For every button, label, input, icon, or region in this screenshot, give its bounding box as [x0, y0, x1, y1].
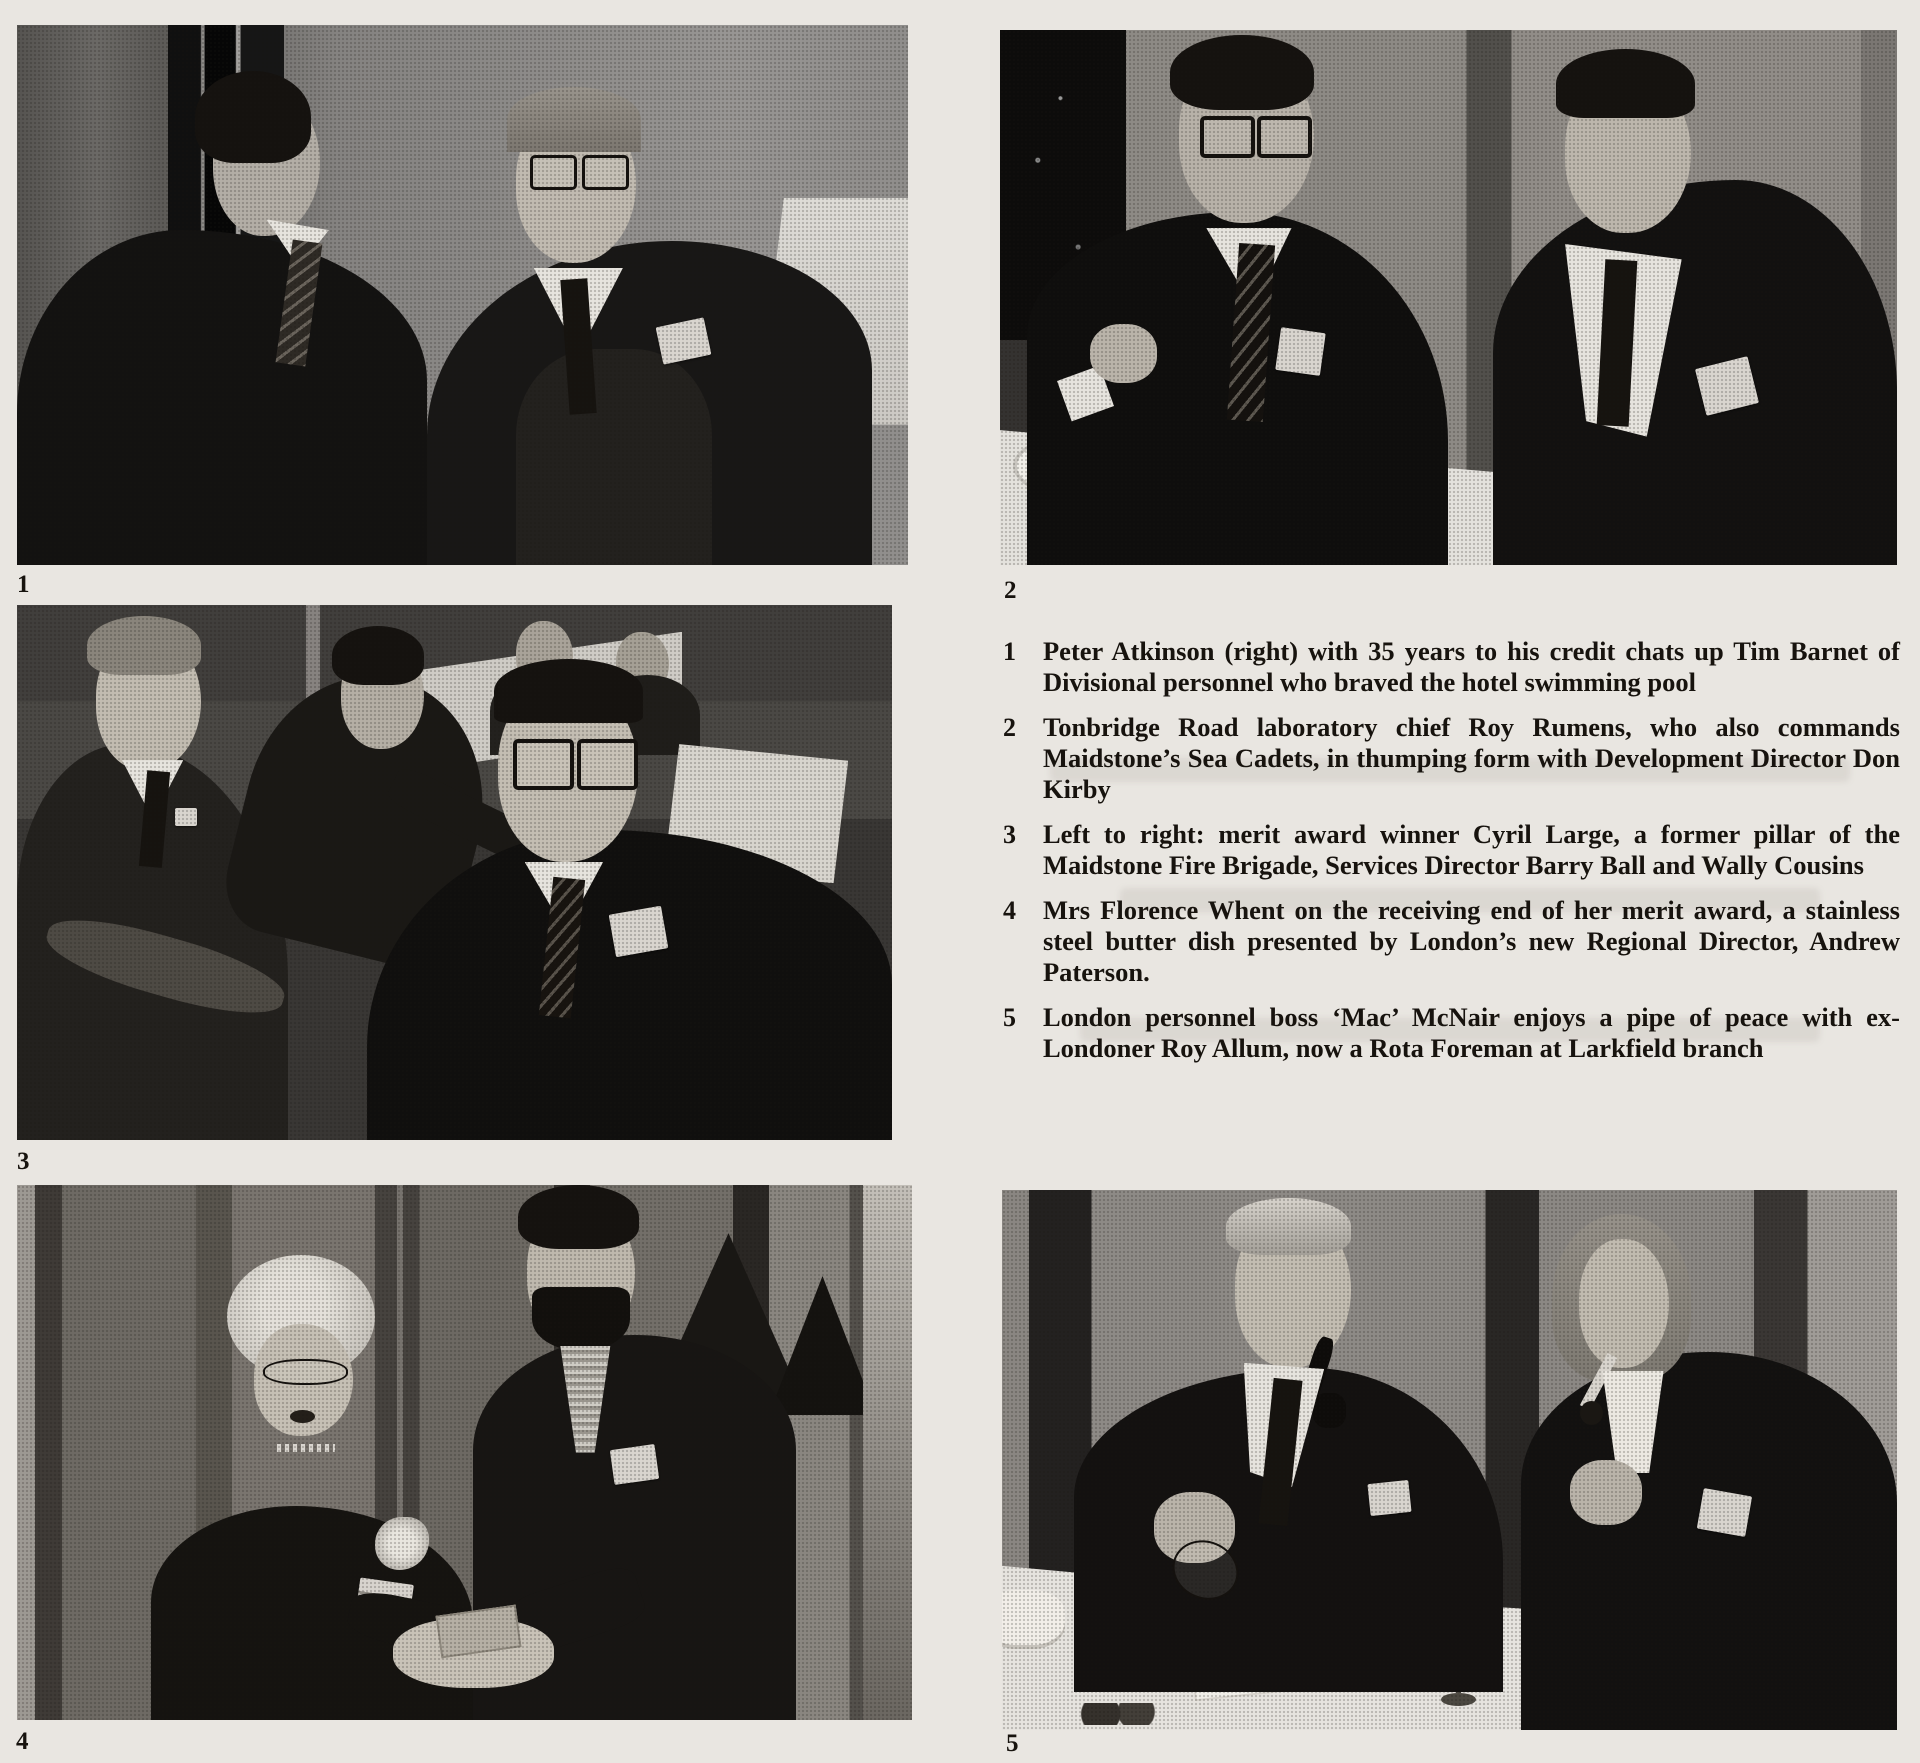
man-beard — [532, 1287, 630, 1351]
photo-4-number: 4 — [16, 1728, 30, 1755]
photo-1 — [17, 25, 908, 565]
man-left-silver-hair — [1226, 1198, 1351, 1255]
man-right-hand — [1570, 1460, 1642, 1525]
caption-text: Left to right: merit award winner Cyril Large, a former pillar of the Maidstone Fire Brigade, Services Director Barry Ball and Wally Cousins — [1043, 819, 1900, 880]
man-left-pipe-bowl — [1313, 1393, 1345, 1428]
man-right-sweater — [516, 349, 712, 565]
caption-text: Peter Atkinson (right) with 35 years to his credit chats up Tim Barnet of Divisional personnel who braved the hotel swimming pool — [1043, 636, 1900, 697]
man-left-fist — [1090, 324, 1157, 383]
man-left-glasses-right-lens — [1257, 116, 1312, 158]
caption-item-5 — [1003, 1002, 1900, 1064]
man-left-lapel-badge — [175, 808, 198, 826]
woman-open-mouth — [290, 1410, 315, 1423]
man-right-name-badge — [609, 906, 668, 957]
man-right-glasses-left-lens — [513, 739, 574, 790]
man-centre-hair — [332, 626, 424, 685]
caption-item-3 — [1003, 819, 1900, 881]
photo-5 — [1002, 1190, 1897, 1730]
glass-door-reflection — [863, 1185, 912, 1720]
man-left-grey-hair — [87, 616, 201, 675]
man-left-pocket-square — [1367, 1480, 1411, 1517]
caption-item-1 — [1003, 636, 1900, 698]
photo-2-number: 2 — [1004, 577, 1018, 604]
caption-item-4 — [1003, 895, 1900, 988]
photo-4 — [17, 1185, 912, 1720]
man-right-silhouette — [1521, 1352, 1897, 1730]
man-left-hair — [195, 71, 311, 163]
man-hair — [518, 1185, 639, 1249]
caption-item-2 — [1003, 712, 1900, 805]
man-left-silhouette — [17, 230, 427, 565]
side-plate-left — [1002, 1590, 1065, 1649]
man-right-glasses-right-lens — [577, 739, 638, 790]
man-right-hair — [1556, 49, 1695, 119]
caption-number: 4 — [1003, 896, 1016, 925]
woman-glasses — [263, 1359, 348, 1385]
man-right-face — [1579, 1239, 1669, 1369]
man-right-glasses-right-lens — [582, 155, 629, 190]
man-pocket-square — [610, 1444, 659, 1485]
photo-1-number: 1 — [17, 571, 31, 598]
caption-number: 3 — [1003, 820, 1016, 849]
caption-text: London personnel boss ‘Mac’ McNair enjoys a pipe of peace with ex-Londoner Roy Allum, now a Rota Foreman at Larkfield branch — [1043, 1002, 1900, 1063]
man-right-hair — [494, 659, 643, 723]
photo-3-number: 3 — [17, 1148, 31, 1175]
wine-glass-foot — [1441, 1693, 1476, 1706]
photo-2 — [1000, 30, 1897, 565]
photo-5-number: 5 — [1006, 1730, 1020, 1757]
ashtray-debris — [1074, 1703, 1164, 1725]
photo-3 — [17, 605, 892, 1140]
man-left-glasses-left-lens — [1200, 116, 1255, 158]
woman-necklace — [277, 1444, 335, 1451]
man-left-name-badge — [1275, 327, 1325, 376]
man-right-glasses-left-lens — [530, 155, 577, 190]
caption-number: 5 — [1003, 1003, 1016, 1032]
man-right-hair — [507, 87, 641, 152]
caption-text: Mrs Florence Whent on the receiving end of her merit award, a stainless steel butter dish presented by London’s new Regional Director, Andrew Paterson. — [1043, 895, 1900, 987]
caption-list — [1003, 636, 1900, 1078]
man-left-hair — [1170, 35, 1314, 110]
caption-number: 1 — [1003, 637, 1016, 666]
caption-text: Tonbridge Road laboratory chief Roy Rumens, who also commands Maidstone’s Sea Cadets, in thumping form with Development Director Don Kirby — [1043, 712, 1900, 804]
caption-number: 2 — [1003, 713, 1016, 742]
